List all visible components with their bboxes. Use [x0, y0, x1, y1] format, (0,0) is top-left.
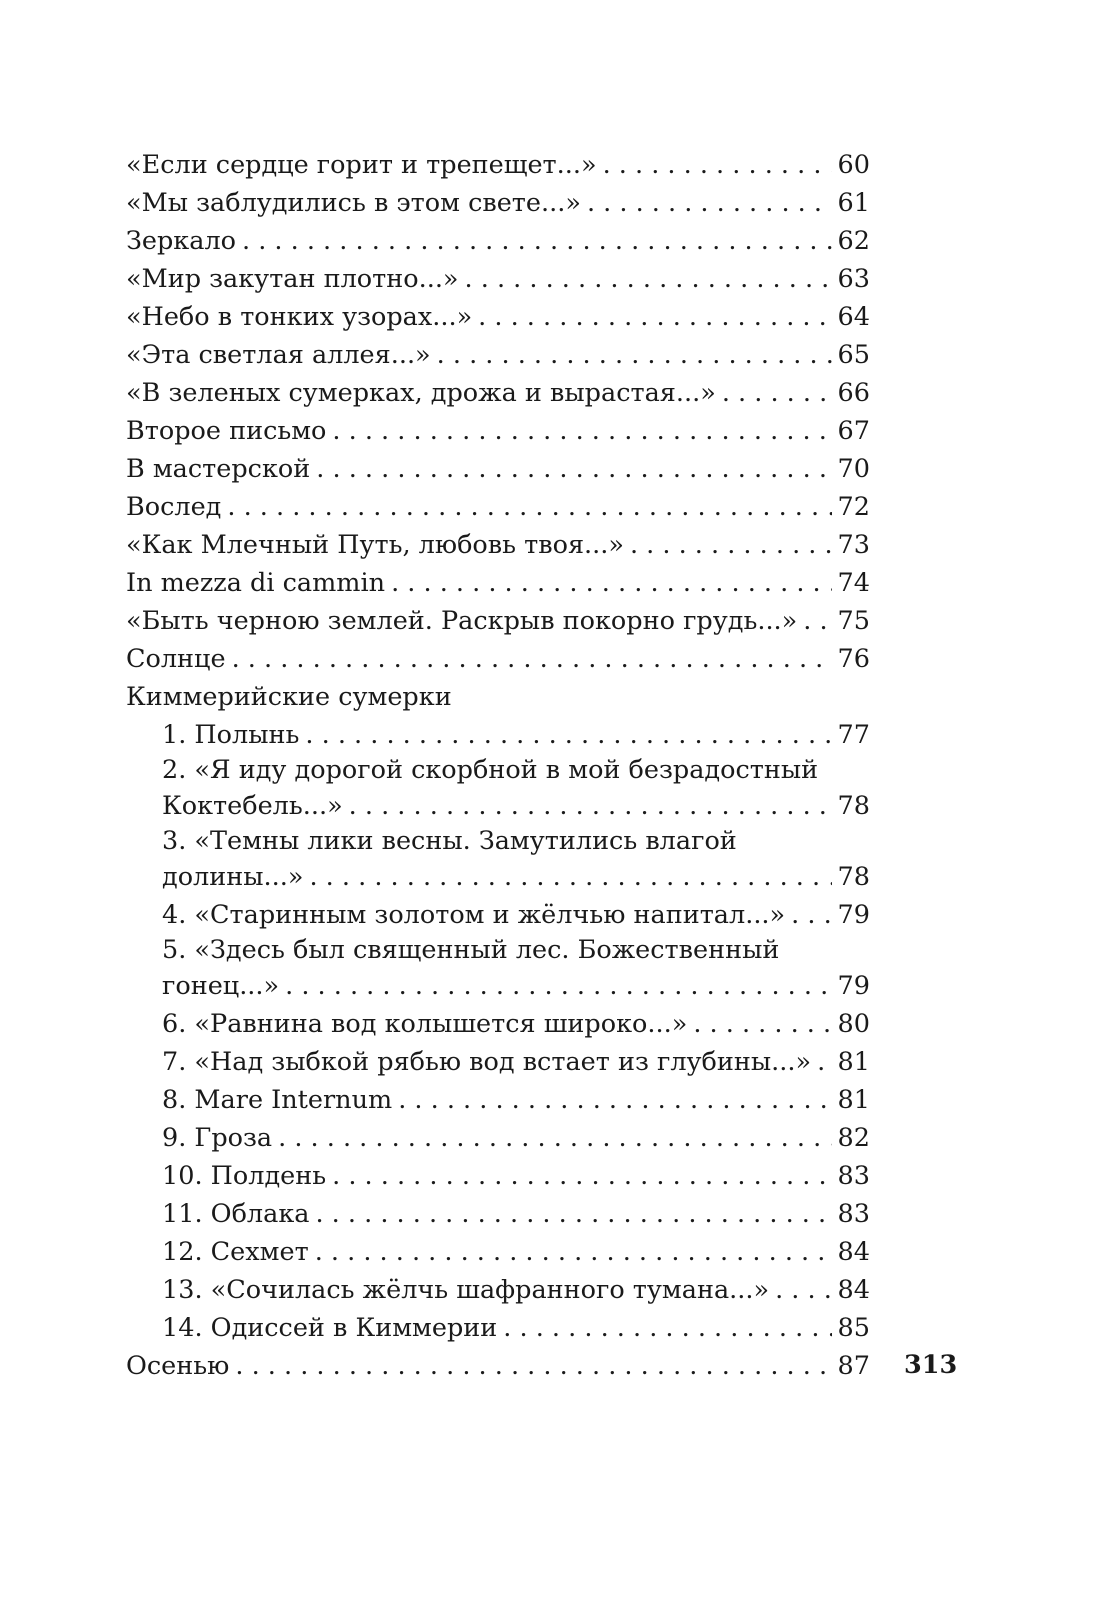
toc-entry-title: 10. Полдень	[162, 1161, 327, 1191]
dot-leader	[349, 787, 832, 825]
toc-entry-title-line2: Коктебель...»	[162, 791, 343, 821]
dot-leader	[503, 1309, 831, 1347]
toc-entry-page: 63	[837, 264, 870, 294]
dot-leader	[791, 896, 831, 934]
dot-leader	[693, 1005, 831, 1043]
dot-leader	[587, 184, 832, 222]
toc-entry-page: 78	[837, 791, 870, 821]
toc-entry-page: 60	[837, 150, 870, 180]
toc-entry	[126, 1347, 870, 1385]
toc-entry	[126, 184, 870, 222]
toc-subentry	[126, 716, 870, 754]
toc-entry-page: 65	[837, 340, 870, 370]
dot-leader	[305, 716, 831, 754]
page-number: 313	[904, 1350, 958, 1380]
toc-subentry	[126, 896, 870, 934]
toc-subentry	[126, 1119, 870, 1157]
toc-entry-title: 1. Полынь	[162, 720, 300, 750]
dot-leader	[803, 602, 831, 640]
toc-entry-title: 12. Сехмет	[162, 1237, 309, 1267]
toc-entry	[126, 526, 870, 564]
toc-entry-title: «Мы заблудились в этом свете...»	[126, 188, 581, 218]
toc-entry-page: 82	[837, 1123, 870, 1153]
toc-entry-page: 80	[837, 1009, 870, 1039]
toc-entry	[126, 412, 870, 450]
toc-entry-page: 77	[837, 720, 870, 750]
toc-entry-page: 74	[837, 568, 870, 598]
dot-leader	[332, 1157, 831, 1195]
toc-entry	[126, 450, 870, 488]
section-heading: Киммерийские сумерки	[126, 682, 452, 712]
toc-entry-title: 6. «Равнина вод колышется широко...»	[162, 1009, 688, 1039]
toc-subentry-wrapped	[126, 825, 870, 896]
toc-entry-page: 75	[837, 606, 870, 636]
toc-entry	[126, 374, 870, 412]
toc-entry-page: 87	[837, 1351, 870, 1381]
dot-leader	[603, 146, 832, 184]
toc-entry-title: 8. Mare Internum	[162, 1085, 393, 1115]
toc-entry-title: «Мир закутан плотно...»	[126, 264, 459, 294]
toc-entry-page: 79	[837, 900, 870, 930]
toc-subentry-wrapped	[126, 934, 870, 1005]
dot-leader	[391, 564, 831, 602]
toc-entry-title: 11. Облака	[162, 1199, 310, 1229]
toc-entry-page: 70	[837, 454, 870, 484]
toc-subentry	[126, 1271, 870, 1309]
dot-leader	[227, 488, 831, 526]
toc-entry-page: 67	[837, 416, 870, 446]
dot-leader	[235, 1347, 831, 1385]
dot-leader	[242, 222, 832, 260]
dot-leader	[478, 298, 831, 336]
toc-entry-title: «Если сердце горит и трепещет...»	[126, 150, 597, 180]
toc-entry-page: 61	[837, 188, 870, 218]
toc-entry-page: 64	[837, 302, 870, 332]
dot-leader	[278, 1119, 831, 1157]
toc-entry-title: «Эта светлая аллея...»	[126, 340, 431, 370]
dot-leader	[630, 526, 832, 564]
dot-leader	[465, 260, 832, 298]
dot-leader	[316, 450, 831, 488]
dot-leader	[315, 1195, 831, 1233]
toc-entry-line2	[162, 967, 870, 1005]
toc-entry-title: 13. «Сочилась жёлчь шафранного тумана...»	[162, 1275, 770, 1305]
toc-subentry-wrapped	[126, 754, 870, 825]
toc-entry-page: 73	[837, 530, 870, 560]
toc-entry	[126, 488, 870, 526]
dot-leader	[437, 336, 832, 374]
toc-entry-title-line1: 5. «Здесь был священный лес. Божественный	[162, 935, 780, 965]
toc-entry-line2	[162, 858, 870, 896]
toc-entry-page: 83	[837, 1199, 870, 1229]
toc-entry-page: 85	[837, 1313, 870, 1343]
toc-entry-title-line2: долины...»	[162, 862, 304, 892]
toc-subentry	[126, 1005, 870, 1043]
toc-entry-page: 78	[837, 862, 870, 892]
toc-entry	[126, 336, 870, 374]
dot-leader	[722, 374, 832, 412]
dot-leader	[775, 1271, 831, 1309]
toc-entry	[126, 146, 870, 184]
dot-leader	[232, 640, 832, 678]
dot-leader	[332, 412, 831, 450]
dot-leader	[285, 967, 831, 1005]
dot-leader	[398, 1081, 831, 1119]
toc-entry-page: 76	[837, 644, 870, 674]
toc-entry-page: 79	[837, 971, 870, 1001]
toc-entry-title-line1: 2. «Я иду дорогой скорбной в мой безрадостный	[162, 755, 819, 785]
toc-entry	[126, 602, 870, 640]
toc-subentry	[126, 1043, 870, 1081]
toc-entry-title: «Как Млечный Путь, любовь твоя...»	[126, 530, 624, 560]
toc-subentry	[126, 1233, 870, 1271]
toc-entry-page: 62	[837, 226, 870, 256]
toc-entry-page: 84	[837, 1237, 870, 1267]
toc-entry	[126, 260, 870, 298]
dot-leader	[817, 1043, 831, 1081]
toc-entry-page: 66	[837, 378, 870, 408]
toc-entry	[126, 298, 870, 336]
toc-entry-title: Вослед	[126, 492, 222, 522]
toc-entry	[126, 640, 870, 678]
toc-entry-title: 9. Гроза	[162, 1123, 273, 1153]
toc-entry-title: В мастерской	[126, 454, 311, 484]
dot-leader	[315, 1233, 832, 1271]
toc-entry	[126, 222, 870, 260]
toc-subentry	[126, 1157, 870, 1195]
toc-entry-title: Осенью	[126, 1351, 230, 1381]
toc-entry-title-line1: 3. «Темны лики весны. Замутились влагой	[162, 826, 737, 856]
toc-entry-title: In mezza di cammin	[126, 568, 386, 598]
toc-entry-title: 4. «Старинным золотом и жёлчью напитал...»	[162, 900, 786, 930]
toc-entry-page: 83	[837, 1161, 870, 1191]
toc-entry-page: 81	[837, 1047, 870, 1077]
toc-entry-page: 81	[837, 1085, 870, 1115]
toc-entry-title: 14. Одиссей в Киммерии	[162, 1313, 498, 1343]
toc-entry-title-line2: гонец...»	[162, 971, 280, 1001]
toc-entry-title: Второе письмо	[126, 416, 327, 446]
toc-entry-line2	[162, 787, 870, 825]
toc-entry-page: 84	[837, 1275, 870, 1305]
toc-entry-title: Зеркало	[126, 226, 236, 256]
toc-subentry	[126, 1081, 870, 1119]
toc-entry-title: Солнце	[126, 644, 226, 674]
table-of-contents	[126, 146, 870, 1385]
dot-leader	[309, 858, 831, 896]
toc-subentry	[126, 1195, 870, 1233]
toc-entry-title: «Небо в тонких узорах...»	[126, 302, 473, 332]
toc-entry	[126, 564, 870, 602]
toc-entry-title: «Быть черною землей. Раскрыв покорно грудь...»	[126, 606, 798, 636]
toc-subentry	[126, 1309, 870, 1347]
toc-entry-title: 7. «Над зыбкой рябью вод встает из глубины...»	[162, 1047, 812, 1077]
toc-entry-title: «В зеленых сумерках, дрожа и вырастая...»	[126, 378, 716, 408]
toc-entry-page: 72	[837, 492, 870, 522]
